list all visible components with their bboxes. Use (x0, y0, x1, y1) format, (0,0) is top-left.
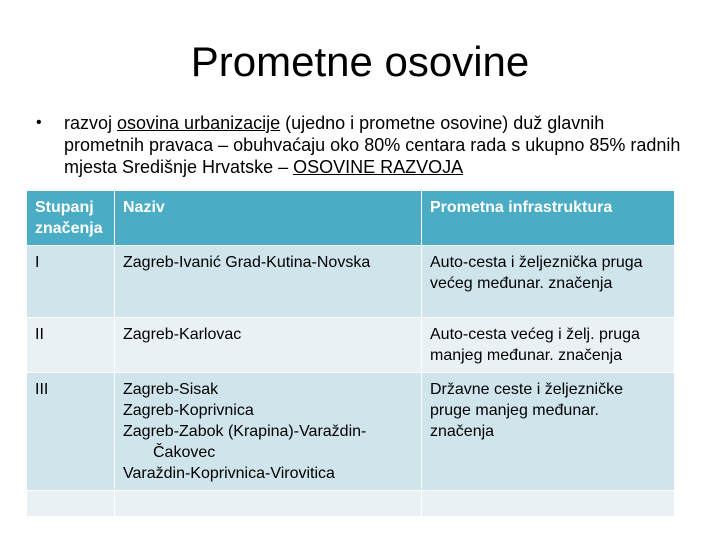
naziv-line: Zagreb-Koprivnica (123, 402, 254, 419)
bullet-text-underlined-1: osovina urbanizacije (117, 113, 281, 133)
cell-empty (27, 491, 115, 517)
naziv-line: Zagreb-Zabok (Krapina)-Varaždin- (123, 423, 367, 440)
slide-title: Prometne osovine (190, 38, 530, 85)
table-row-empty (27, 491, 675, 517)
table-row (27, 246, 675, 318)
naziv-line: Čakovec (153, 444, 216, 461)
cell-stupanj: III (27, 373, 115, 491)
cell-infra: Auto-cesta većeg i želj. pruga manjeg međunar. značenja (422, 318, 675, 373)
naziv-line: Varaždin-Koprivnica-Virovitica (123, 465, 335, 482)
bullet-text (64, 112, 686, 178)
cell-empty (115, 491, 422, 517)
naziv-line: Zagreb-Ivanić Grad-Kutina-Novska (123, 254, 371, 271)
bullet-paragraph (36, 112, 686, 178)
cell-stupanj: II (27, 318, 115, 373)
cell-infra: Auto-cesta i željeznička pruga većeg međunar. značenja (422, 246, 675, 318)
naziv-line: Zagreb-Karlovac (123, 326, 242, 343)
header-stupanj: Stupanj značenja (27, 191, 115, 246)
table-row (27, 373, 675, 491)
cell-naziv (115, 318, 422, 373)
cell-infra: Državne ceste i željezničke pruge manjeg međunar. značenja (422, 373, 675, 491)
bullet-marker: • (36, 114, 42, 131)
cell-naziv (115, 246, 422, 318)
header-infrastruktura: Prometna infrastruktura (422, 191, 675, 246)
data-table (26, 190, 675, 517)
cell-stupanj: I (27, 246, 115, 318)
bullet-text-part1: razvoj (64, 113, 118, 133)
cell-empty (422, 491, 675, 517)
header-naziv: Naziv (115, 191, 422, 246)
bullet-text-part3: (ujedno i prometne osovine) duž glavnih prometnih pravaca – obuhvaćaju oko 80% centara rada s ukupno 85% radnih mjesta Središnje Hrvatske – (64, 113, 681, 177)
cell-naziv (115, 373, 422, 491)
naziv-line: Zagreb-Sisak (123, 381, 219, 398)
axes-table (26, 190, 674, 517)
table-row (27, 318, 675, 373)
bullet-text-underlined-2: OSOVINE RAZVOJA (293, 157, 464, 177)
table-header-row (27, 191, 675, 246)
